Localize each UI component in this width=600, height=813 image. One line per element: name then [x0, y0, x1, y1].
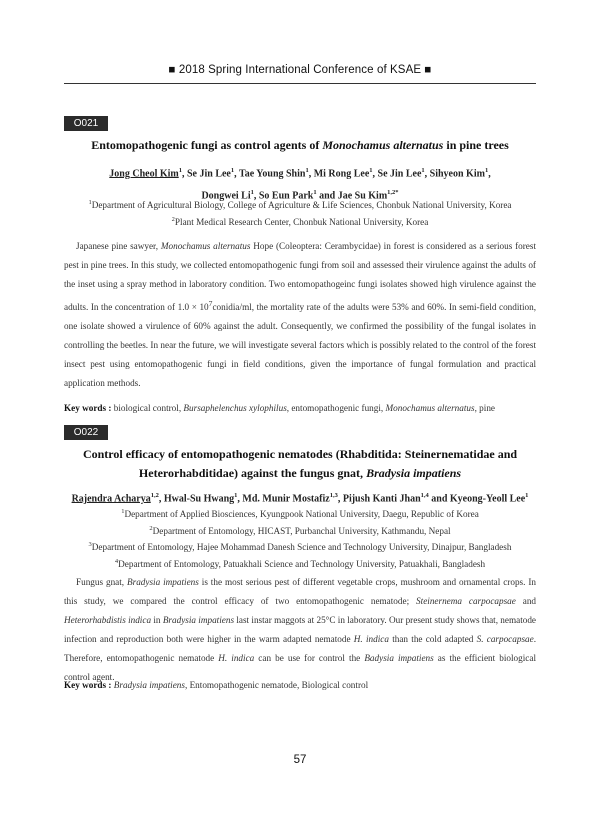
keywords-text: Bradysia impatiens, Entomopathogenic nematode, Biological control	[113, 680, 369, 690]
abstract-body: Fungus gnat, Bradysia impatiens is the most serious pest of different vegetable crops, mushroom and ornamental crops. In this study, we compared the control efficacy of two entomopathogenic nematode; Steinernema carpocapsae and Heterorhabdistis indica in Bradysia impatiens last instar maggots at 25°C in laboratory. Our present study shows that, nematode infection and reproduction both were higher in the warm adapted nematode H. indica than the cold adapted S. carpocapsae. Therefore, entomopathogenic nematode H. indica can be use for control the Badysia impatiens as the efficient biological control agent.	[64, 577, 537, 682]
keywords-line	[64, 677, 536, 693]
abstract-body: Japanese pine sawyer, Monochamus alternatus Hope (Coleoptera: Cerambycidae) in forest is considered as a serious forest pest in pine trees. In this study, we collected entomopathogenic fungi from soil and assessed their virulence against the adults of the inset using a spray method in laboratory condition. Two entomopathogeinc fungi isolates showed high virulence against the adults. In the concentration of $1.0 \times 10^7conidia/ml$, the mortality rate of the adults were 53% and 60%. In semi-field condition, one isolate showed a virulence of 60% against the adult. Consequently, we confirmed the possibility of the fungal isolates in controlling the beetles. In near the future, we will investigate several factors which is possibly related to the control of the forest insect pest using entomopathogenic fungi in field conditions, given the importance of fungal formulation and practical application methods.	[64, 241, 537, 389]
affiliation-line: $^2$Plant Medical Research Center, Chonbuk National University, Korea	[171, 215, 429, 227]
keywords-label: Key words :	[64, 403, 112, 413]
author-line: Jong Cheol Kim$^1$, Se Jin Lee$^1$, Tae Young Shin$^1$, Mi Rong Lee$^1$, Se Jin Lee$^1$, Sihyeon Kim$^1$,	[109, 167, 491, 180]
keywords-line	[64, 400, 536, 416]
keywords-text: biological control, Bursaphelenchus xylophilus, entomopathogenic fungi, Monochamus alternatus, pine	[113, 403, 495, 413]
header-rule	[64, 83, 536, 84]
affiliations	[64, 505, 536, 572]
abstract-code-badge: O022	[64, 425, 108, 440]
affiliation-line: $^2$Department of Entomology, HICAST, Purbanchal University, Kathmandu, Nepal	[149, 524, 451, 536]
affiliation-line: $^4$Department of Entomology, Patuakhali Science and Technology University, Patuakhali, Bangladesh	[114, 557, 486, 570]
affiliation-line: $^1$Department of Applied Biosciences, Kyungpook National University, Daegu, Republic of Korea	[121, 508, 479, 520]
article-title: Entomopathogenic fungi as control agents of Monochamus alternatus in pine trees	[91, 138, 509, 152]
article-title: Control efficacy of entomopathogenic nematodes (Rhabditida: Steinernematidae and Heterorhabditidae) against the fungus gnat, Bradysia impatiens	[82, 447, 518, 480]
conference-header: ■ 2018 Spring International Conference of KSAE ■	[168, 64, 432, 76]
keywords-label: Key words :	[64, 680, 112, 690]
page-number: 57	[293, 754, 307, 766]
author-line: Rajendra Acharya$^{1,2}$, Hwal-Su Hwang$^1$, Md. Munir Mostafiz$^{1,3}$, Pijush Kanti Jhan$^{1,4}$ and Kyeong-Yeoll Lee$^1$	[71, 492, 529, 505]
affiliations	[64, 196, 536, 229]
abstract-code-badge: O021	[64, 116, 108, 131]
affiliation-line: $^3$Department of Entomology, Hajee Mohammad Danesh Science and Technology University, Dinajpur, Bangladesh	[88, 541, 512, 553]
author-line: Dongwei Li$^1$, So Eun Park$^1$ and Jae Su Kim$^{1,2*}$	[201, 189, 399, 202]
affiliation-line: $^1$Department of Agricultural Biology, College of Agriculture & Life Sciences, Chonbuk National University, Korea	[88, 199, 512, 211]
